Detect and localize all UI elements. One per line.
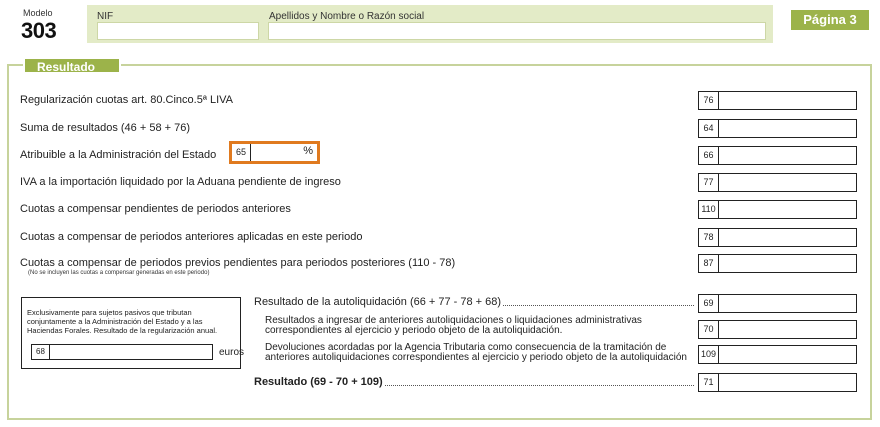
row-77 xyxy=(20,176,694,188)
section-title: Resultado xyxy=(23,57,121,74)
row-label: Regularización cuotas art. 80.Cinco.5ª LIVA xyxy=(20,94,233,106)
row-note: (No se incluyen las cuotas a compensar generadas en este periodo) xyxy=(28,270,210,276)
nif-label: NIF xyxy=(97,11,114,22)
row-label-line1: Resultados a ingresar de anteriores autoliquidaciones o liquidaciones administrativas xyxy=(265,315,642,326)
field-71[interactable] xyxy=(698,373,857,392)
row-label: Resultado (69 - 70 + 109) xyxy=(254,376,383,388)
box-number: 64 xyxy=(699,120,719,137)
row-label: Suma de resultados (46 + 58 + 76) xyxy=(20,122,190,134)
field-109[interactable] xyxy=(698,345,857,364)
row-70 xyxy=(265,316,642,336)
percent-sign: % xyxy=(303,145,313,157)
box-number: 87 xyxy=(699,255,719,272)
taxpayer-band xyxy=(87,5,773,43)
box-number: 70 xyxy=(699,321,719,338)
row-label: Atribuible a la Administración del Estado xyxy=(20,149,217,161)
box-number: 78 xyxy=(699,229,719,246)
row-78 xyxy=(20,231,694,243)
field-66[interactable] xyxy=(698,146,857,165)
model-label: Modelo xyxy=(23,8,53,18)
row-76 xyxy=(20,94,694,106)
field-69[interactable] xyxy=(698,294,857,313)
field-77[interactable] xyxy=(698,173,857,192)
row-label-line2: anteriores autoliquidaciones correspondientes al ejercicio y periodo objeto de la autoliquidación xyxy=(265,352,687,363)
row-label-line1: Devoluciones acordadas por la Agencia Tributaria como consecuencia de la tramitación de xyxy=(265,342,667,353)
row-label: Cuotas a compensar de periodos anteriores aplicadas en este periodo xyxy=(20,231,363,243)
row-69 xyxy=(254,296,694,308)
box-number: 71 xyxy=(699,374,719,391)
currency-label: euros xyxy=(219,347,245,358)
box-number: 110 xyxy=(699,201,719,218)
row-label-line2: correspondientes al ejercicio y periodo objeto de la autoliquidación. xyxy=(265,325,563,336)
box-number: 66 xyxy=(699,147,719,164)
field-110[interactable] xyxy=(698,200,857,219)
row-66 xyxy=(20,149,694,161)
row-110 xyxy=(20,203,694,215)
field-70[interactable] xyxy=(698,320,857,339)
box-number: 109 xyxy=(699,346,719,363)
field-87[interactable] xyxy=(698,254,857,273)
foral-regularization-box xyxy=(21,297,245,369)
row-64 xyxy=(20,122,694,134)
field-78[interactable] xyxy=(698,228,857,247)
row-label: Cuotas a compensar de periodos previos pendientes para periodos posteriores (110 - 78) xyxy=(20,257,456,269)
row-87 xyxy=(20,257,694,269)
row-label: Resultado de la autoliquidación (66 + 77 - 78 + 68) xyxy=(254,296,502,308)
percentage-field-65[interactable] xyxy=(229,141,320,164)
row-label: IVA a la importación liquidado por la Aduana pendiente de ingreso xyxy=(20,176,341,188)
box-number: 65 xyxy=(232,144,251,161)
nif-field[interactable] xyxy=(97,22,259,40)
row-71 xyxy=(254,376,694,388)
field-64[interactable] xyxy=(698,119,857,138)
box-number: 69 xyxy=(699,295,719,312)
model-number: 303 xyxy=(21,18,57,43)
field-68[interactable] xyxy=(31,344,213,360)
name-field[interactable] xyxy=(268,22,766,40)
box-number: 68 xyxy=(32,345,50,359)
foral-note: Exclusivamente para sujetos pasivos que tributan conjuntamente a la Administración del Estado y a las Haciendas Forales. Resultado de la regularización anual. xyxy=(27,308,218,335)
name-label: Apellidos y Nombre o Razón social xyxy=(269,11,425,22)
box-number: 77 xyxy=(699,174,719,191)
box-number: 76 xyxy=(699,92,719,109)
row-109 xyxy=(265,343,687,363)
page-badge: Página 3 xyxy=(791,10,869,30)
row-label: Cuotas a compensar pendientes de periodos anteriores xyxy=(20,203,291,215)
field-76[interactable] xyxy=(698,91,857,110)
